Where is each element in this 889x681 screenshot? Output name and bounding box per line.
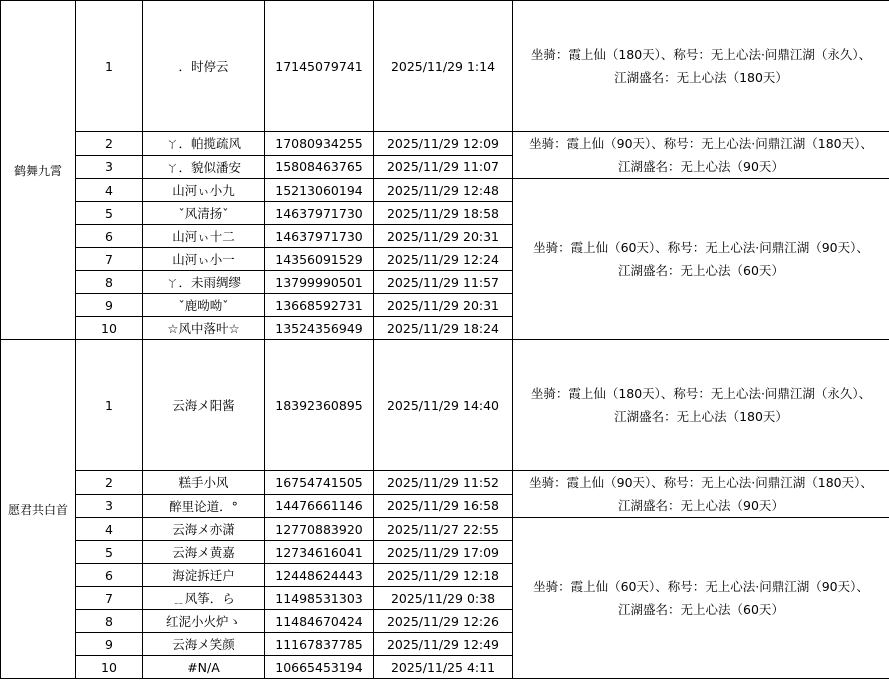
rank-cell: 9: [76, 633, 143, 656]
player-id-cell: 15808463765: [265, 155, 374, 179]
player-name-cell: ﹎风筝．ら: [143, 587, 265, 610]
table-row: [1, 471, 889, 495]
rank-cell: 4: [76, 179, 143, 202]
player-id-cell: 14637971730: [265, 225, 374, 248]
player-id-cell: 14476661146: [265, 494, 374, 518]
reward-cell: [513, 471, 889, 518]
rank-cell: 5: [76, 202, 143, 225]
player-id-cell: 11498531303: [265, 587, 374, 610]
table-row: [1, 179, 889, 202]
table-row: [1, 340, 889, 471]
time-cell: 2025/11/29 14:40: [374, 340, 513, 471]
player-name-cell: 山河ぃ小一: [143, 248, 265, 271]
rank-cell: 9: [76, 294, 143, 317]
reward-line: 江湖盛名：无上心法（90天）: [618, 498, 784, 513]
reward-cell: [513, 518, 889, 679]
player-id-cell: 11484670424: [265, 610, 374, 633]
player-id-cell: 12448624443: [265, 564, 374, 587]
reward-line: 坐骑：霞上仙（90天）、称号：无上心法·问鼎江湖（180天）、: [529, 136, 873, 151]
rank-cell: 2: [76, 471, 143, 495]
player-id-cell: 14637971730: [265, 202, 374, 225]
time-cell: 2025/11/25 4:11: [374, 656, 513, 679]
reward-line: 江湖盛名：无上心法（90天）: [618, 159, 784, 174]
rank-cell: 10: [76, 317, 143, 340]
time-cell: 2025/11/29 12:09: [374, 132, 513, 156]
player-id-cell: 15213060194: [265, 179, 374, 202]
player-name-cell: 云海メ阳酱: [143, 340, 265, 471]
server-name-cell: 鹤舞九霄: [1, 1, 76, 340]
time-cell: 2025/11/29 12:24: [374, 248, 513, 271]
time-cell: 2025/11/27 22:55: [374, 518, 513, 541]
player-id-cell: 13524356949: [265, 317, 374, 340]
time-cell: 2025/11/29 16:58: [374, 494, 513, 518]
player-name-cell: 糕手小风: [143, 471, 265, 495]
rank-cell: 3: [76, 155, 143, 179]
rank-cell: 8: [76, 271, 143, 294]
time-cell: 2025/11/29 11:52: [374, 471, 513, 495]
rank-cell: 1: [76, 340, 143, 471]
time-cell: 2025/11/29 11:07: [374, 155, 513, 179]
player-name-cell: 海淀拆迁户: [143, 564, 265, 587]
rank-cell: 2: [76, 132, 143, 156]
player-name-cell: ˇ风清扬ˇ: [143, 202, 265, 225]
player-name-cell: 红泥小火炉ゝ: [143, 610, 265, 633]
time-cell: 2025/11/29 12:18: [374, 564, 513, 587]
reward-line: 坐骑：霞上仙（60天）、称号：无上心法·问鼎江湖（90天）、: [533, 579, 869, 594]
player-name-cell: 云海メ笑颜: [143, 633, 265, 656]
reward-line: 坐骑：霞上仙（180天）、称号：无上心法·问鼎江湖（永久）、: [530, 386, 872, 401]
table-row: [1, 518, 889, 541]
time-cell: 2025/11/29 20:31: [374, 294, 513, 317]
rank-cell: 1: [76, 1, 143, 132]
player-name-cell: 醉里论道．°: [143, 494, 265, 518]
time-cell: 2025/11/29 18:24: [374, 317, 513, 340]
table-row: [1, 132, 889, 156]
player-id-cell: 14356091529: [265, 248, 374, 271]
rank-cell: 6: [76, 225, 143, 248]
time-cell: 2025/11/29 12:48: [374, 179, 513, 202]
rank-cell: 4: [76, 518, 143, 541]
reward-line: 江湖盛名：无上心法（180天）: [614, 70, 788, 85]
rank-cell: 6: [76, 564, 143, 587]
player-name-cell: #N/A: [143, 656, 265, 679]
reward-line: 坐骑：霞上仙（180天）、称号：无上心法·问鼎江湖（永久）、: [530, 47, 872, 62]
player-id-cell: 13799990501: [265, 271, 374, 294]
player-name-cell: ㄚ．帕揽疏风: [143, 132, 265, 156]
player-name-cell: 云海メ黄嘉: [143, 541, 265, 564]
time-cell: 2025/11/29 17:09: [374, 541, 513, 564]
reward-line: 坐骑：霞上仙（90天）、称号：无上心法·问鼎江湖（180天）、: [529, 475, 873, 490]
player-id-cell: 16754741505: [265, 471, 374, 495]
player-name-cell: ㄚ．貌似潘安: [143, 155, 265, 179]
player-name-cell: ˇ鹿呦呦ˇ: [143, 294, 265, 317]
rank-cell: 10: [76, 656, 143, 679]
player-name-cell: ㄚ．未雨绸缪: [143, 271, 265, 294]
reward-line: 坐骑：霞上仙（60天）、称号：无上心法·问鼎江湖（90天）、: [533, 240, 869, 255]
player-id-cell: 11167837785: [265, 633, 374, 656]
rank-cell: 7: [76, 587, 143, 610]
time-cell: 2025/11/29 12:49: [374, 633, 513, 656]
reward-cell: [513, 1, 889, 132]
player-id-cell: 18392360895: [265, 340, 374, 471]
reward-line: 江湖盛名：无上心法（60天）: [618, 602, 784, 617]
table-row: [1, 1, 889, 132]
player-id-cell: 17080934255: [265, 132, 374, 156]
player-name-cell: 山河ぃ十二: [143, 225, 265, 248]
time-cell: 2025/11/29 18:58: [374, 202, 513, 225]
time-cell: 2025/11/29 0:38: [374, 587, 513, 610]
player-name-cell: 云海メ亦潇: [143, 518, 265, 541]
rank-cell: 3: [76, 494, 143, 518]
player-name-cell: 山河ぃ小九: [143, 179, 265, 202]
player-name-cell: ．时停云: [143, 1, 265, 132]
rank-cell: 8: [76, 610, 143, 633]
player-id-cell: 13668592731: [265, 294, 374, 317]
reward-cell: [513, 179, 889, 340]
rank-cell: 7: [76, 248, 143, 271]
time-cell: 2025/11/29 11:57: [374, 271, 513, 294]
player-id-cell: 12734616041: [265, 541, 374, 564]
player-id-cell: 17145079741: [265, 1, 374, 132]
reward-line: 江湖盛名：无上心法（60天）: [618, 263, 784, 278]
player-id-cell: 12770883920: [265, 518, 374, 541]
server-name-cell: 愿君共白首: [1, 340, 76, 679]
time-cell: 2025/11/29 20:31: [374, 225, 513, 248]
time-cell: 2025/11/29 12:26: [374, 610, 513, 633]
player-id-cell: 10665453194: [265, 656, 374, 679]
reward-cell: [513, 132, 889, 179]
rank-cell: 5: [76, 541, 143, 564]
reward-cell: [513, 340, 889, 471]
player-name-cell: ☆风中落叶☆: [143, 317, 265, 340]
time-cell: 2025/11/29 1:14: [374, 1, 513, 132]
reward-line: 江湖盛名：无上心法（180天）: [614, 409, 788, 424]
